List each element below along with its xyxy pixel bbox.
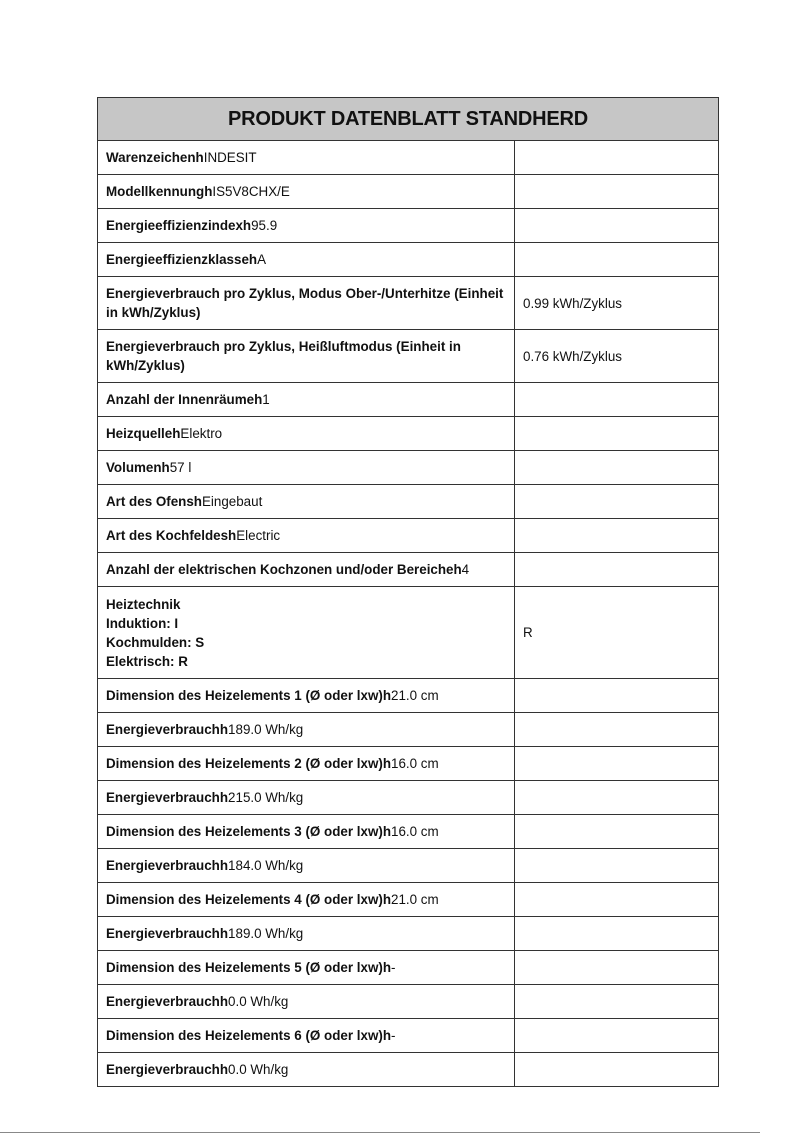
row-value: Electric xyxy=(236,528,281,543)
row-label-cell xyxy=(98,553,515,587)
row-label: Energieeffizienzindexh xyxy=(106,218,252,233)
row-label: Art des Ofensh xyxy=(106,494,202,509)
table-row xyxy=(98,679,719,713)
row-label-cell xyxy=(98,1019,515,1053)
row-label: Art des Kochfeldesh xyxy=(106,528,237,543)
row-label-cell xyxy=(98,175,515,209)
row-right-cell xyxy=(515,383,719,417)
row-label: Dimension des Heizelements 6 (Ø oder lxw)h xyxy=(106,1028,391,1043)
table-row xyxy=(98,451,719,485)
row-value: 215.0 Wh/kg xyxy=(228,790,304,805)
heiztechnik-kochmulden: Kochmulden: S xyxy=(106,634,205,650)
row-right-cell xyxy=(515,679,719,713)
row-label: Energieverbrauchh xyxy=(106,790,229,805)
table-row xyxy=(98,209,719,243)
table-row xyxy=(98,951,719,985)
table-row xyxy=(98,917,719,951)
row-value: - xyxy=(391,960,396,975)
row-label: Energieverbrauchh xyxy=(106,926,229,941)
row-label-cell xyxy=(98,917,515,951)
row-right-cell xyxy=(515,485,719,519)
table-row xyxy=(98,330,719,383)
row-label-cell xyxy=(98,883,515,917)
row-value: 21.0 cm xyxy=(391,892,439,907)
row-label: Warenzeichenh xyxy=(106,150,204,165)
row-right-cell xyxy=(515,243,719,277)
row-right-cell xyxy=(515,951,719,985)
row-label-cell xyxy=(98,519,515,553)
row-value: INDESIT xyxy=(203,150,257,165)
row-right-cell xyxy=(515,917,719,951)
heiztechnik-induktion: Induktion: I xyxy=(106,615,179,631)
row-right-cell: 0.76 kWh/Zyklus xyxy=(515,330,719,383)
row-right-cell xyxy=(515,713,719,747)
row-value: 1 xyxy=(262,392,270,407)
row-value: 184.0 Wh/kg xyxy=(228,858,304,873)
row-value: 189.0 Wh/kg xyxy=(228,722,304,737)
row-right-cell xyxy=(515,1053,719,1087)
row-right-cell xyxy=(515,141,719,175)
row-label: Energieverbrauch pro Zyklus, Heißluftmodus (Einheit in kWh/Zyklus) xyxy=(106,339,461,373)
datasheet-table xyxy=(97,97,719,1087)
heiztechnik-value: R xyxy=(515,587,719,679)
row-label: Dimension des Heizelements 3 (Ø oder lxw)h xyxy=(106,824,391,839)
row-label-cell xyxy=(98,713,515,747)
row-label-cell xyxy=(98,451,515,485)
row-right-cell xyxy=(515,451,719,485)
row-label-cell xyxy=(98,417,515,451)
row-right-cell: 0.99 kWh/Zyklus xyxy=(515,277,719,330)
row-label-cell xyxy=(98,985,515,1019)
table-row xyxy=(98,849,719,883)
row-right-cell xyxy=(515,1019,719,1053)
row-label: Anzahl der elektrischen Kochzonen und/oder Bereicheh xyxy=(106,562,462,577)
table-row-heiztechnik xyxy=(98,587,719,679)
row-value: 95.9 xyxy=(251,218,278,233)
row-right-cell xyxy=(515,815,719,849)
row-label-cell xyxy=(98,243,515,277)
heiztechnik-heading: Heiztechnik xyxy=(106,596,181,612)
row-right-cell xyxy=(515,553,719,587)
row-label: Anzahl der Innenräumeh xyxy=(106,392,263,407)
row-label: Dimension des Heizelements 4 (Ø oder lxw)h xyxy=(106,892,391,907)
table-row xyxy=(98,747,719,781)
row-value: A xyxy=(257,252,267,267)
product-datasheet xyxy=(97,97,718,1087)
row-label-cell xyxy=(98,383,515,417)
heiztechnik-elektrisch: Elektrisch: R xyxy=(106,653,188,669)
row-value: 4 xyxy=(461,562,470,577)
table-row xyxy=(98,553,719,587)
table-row xyxy=(98,1053,719,1087)
row-label: Energieverbrauchh xyxy=(106,1062,229,1077)
row-value: 0.0 Wh/kg xyxy=(228,1062,289,1077)
row-label-cell xyxy=(98,485,515,519)
row-value: 0.0 Wh/kg xyxy=(228,994,289,1009)
table-row xyxy=(98,417,719,451)
row-label-cell xyxy=(98,781,515,815)
row-right-cell xyxy=(515,209,719,243)
table-row xyxy=(98,985,719,1019)
row-value: IS5V8CHX/E xyxy=(212,184,290,199)
row-value: 16.0 cm xyxy=(391,824,439,839)
table-row xyxy=(98,1019,719,1053)
row-label: Energieverbrauchh xyxy=(106,994,229,1009)
row-label: Volumenh xyxy=(106,460,170,475)
row-right-cell xyxy=(515,747,719,781)
row-value: 21.0 cm xyxy=(391,688,439,703)
table-row xyxy=(98,485,719,519)
row-label: Dimension des Heizelements 5 (Ø oder lxw)h xyxy=(106,960,391,975)
row-label: Energieeffizienzklasseh xyxy=(106,252,258,267)
table-row xyxy=(98,175,719,209)
page-bottom-divider xyxy=(0,1132,760,1133)
row-right-cell xyxy=(515,519,719,553)
row-label-cell xyxy=(98,815,515,849)
datasheet-title: PRODUKT DATENBLATT STANDHERD xyxy=(98,98,719,141)
row-label: Energieverbrauchh xyxy=(106,858,229,873)
row-label-cell xyxy=(98,747,515,781)
row-value: 16.0 cm xyxy=(391,756,439,771)
row-label-cell xyxy=(98,209,515,243)
table-row xyxy=(98,713,719,747)
row-right-cell xyxy=(515,849,719,883)
heiztechnik-cell xyxy=(98,587,515,679)
row-right-cell xyxy=(515,883,719,917)
table-row xyxy=(98,883,719,917)
row-label: Dimension des Heizelements 1 (Ø oder lxw)h xyxy=(106,688,391,703)
row-right-cell xyxy=(515,781,719,815)
row-label-cell xyxy=(98,849,515,883)
row-right-cell xyxy=(515,175,719,209)
row-label-cell xyxy=(98,951,515,985)
table-row xyxy=(98,277,719,330)
table-row xyxy=(98,815,719,849)
table-row xyxy=(98,141,719,175)
row-label-cell xyxy=(98,679,515,713)
row-label-cell xyxy=(98,1053,515,1087)
row-label: Energieverbrauchh xyxy=(106,722,229,737)
row-value: Eingebaut xyxy=(201,494,263,509)
row-right-cell xyxy=(515,417,719,451)
row-value: Elektro xyxy=(180,426,223,441)
row-label: Energieverbrauch pro Zyklus, Modus Ober-/Unterhitze (Einheit in kWh/Zyklus) xyxy=(106,286,504,320)
table-row xyxy=(98,519,719,553)
row-value: - xyxy=(391,1028,396,1043)
table-row xyxy=(98,243,719,277)
row-label: Modellkennungh xyxy=(106,184,213,199)
row-value: 57 l xyxy=(169,460,192,475)
table-row xyxy=(98,781,719,815)
row-label-cell xyxy=(98,141,515,175)
row-right-cell xyxy=(515,985,719,1019)
table-row xyxy=(98,383,719,417)
row-value: 189.0 Wh/kg xyxy=(228,926,304,941)
row-label: Heizquelleh xyxy=(106,426,181,441)
row-label-cell xyxy=(98,277,515,330)
row-label: Dimension des Heizelements 2 (Ø oder lxw)h xyxy=(106,756,391,771)
row-label-cell xyxy=(98,330,515,383)
